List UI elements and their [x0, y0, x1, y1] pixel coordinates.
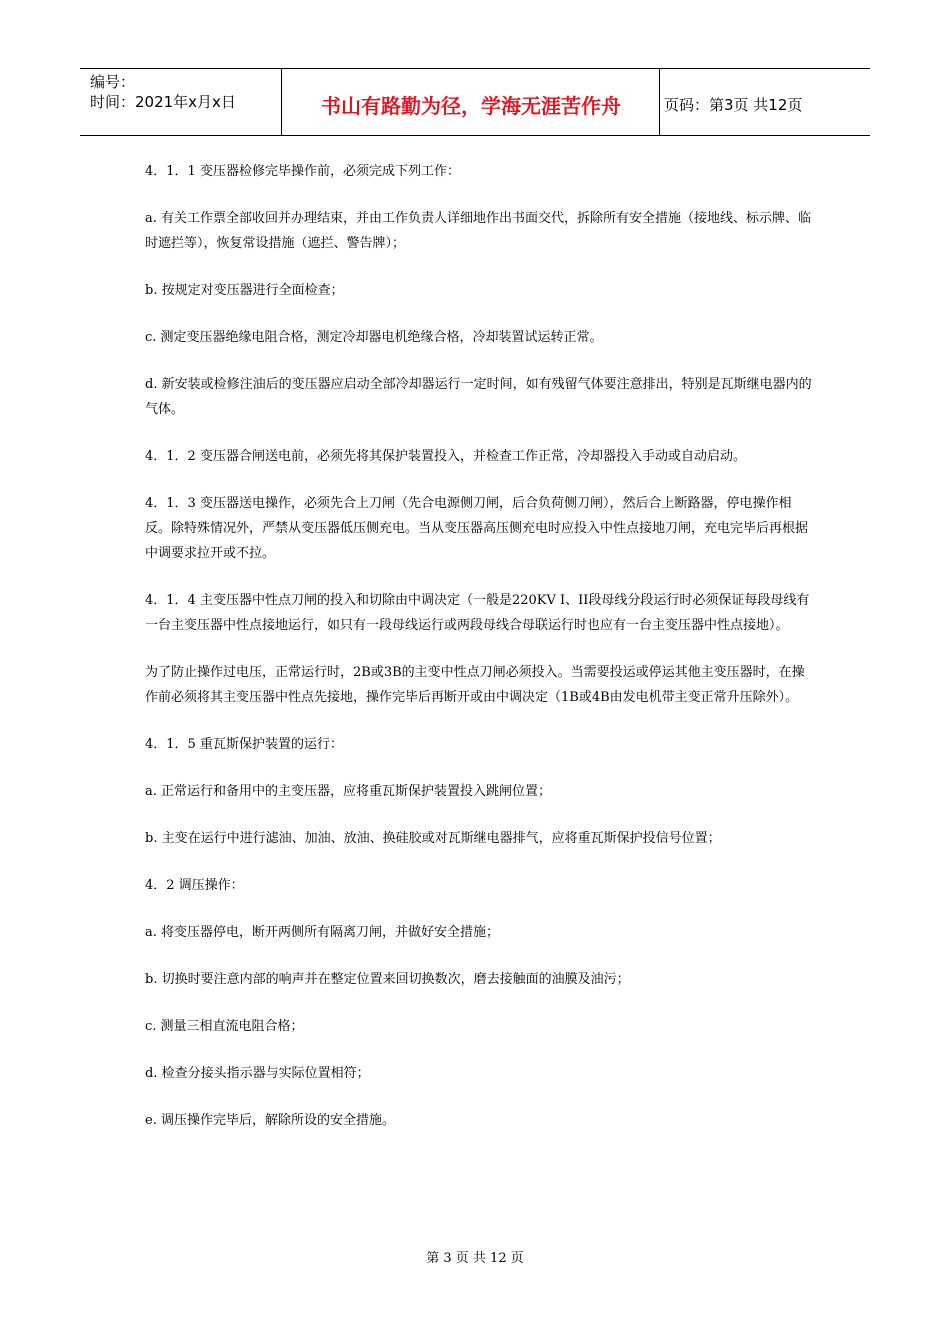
paragraph: a. 将变压器停电，断开两侧所有隔离刀闸，并做好安全措施；	[145, 925, 500, 940]
paragraph: b. 切换时要注意内部的响声并在整定位置来回切换数次，磨去接触面的油膜及油污；	[145, 972, 630, 987]
page-header	[80, 68, 870, 136]
document-body	[145, 159, 815, 1155]
paragraph: d. 检查分接头指示器与实际位置相符；	[145, 1066, 370, 1081]
paragraph: 4．1．5 重瓦斯保护装置的运行：	[145, 737, 343, 752]
paragraph: e. 调压操作完毕后，解除所设的安全措施。	[145, 1113, 395, 1128]
document-number-label: 编号：	[90, 73, 136, 91]
paragraph: 4．1．3 变压器送电操作，必须先合上刀闸（先合电源侧刀闸，后合负荷侧刀闸），然后合上断路器，停电操作相反。除特殊情况外，严禁从变压器低压侧充电。当从变压器高压侧充电时应投入中性点接地刀闸，充电完毕后再根据中调要求拉开或不拉。	[145, 496, 809, 561]
paragraph: 4．1．4 主变压器中性点刀闸的投入和切除由中调决定（一般是220KV I、II段母线分段运行时必须保证每段母线有一台主变压器中性点接地运行，如只有一段母线运行或两段母线合母联运行时也应有一台主变压器中性点接地）。	[145, 593, 810, 633]
paragraph: a. 正常运行和备用中的主变压器，应将重瓦斯保护装置投入跳闸位置；	[145, 784, 552, 799]
paragraph: c. 测定变压器绝缘电阻合格，测定冷却器电机绝缘合格，冷却装置试运转正常。	[145, 330, 603, 345]
paragraph: 4．1．1 变压器检修完毕操作前，必须完成下列工作：	[145, 164, 460, 179]
paragraph: 4．1．2 变压器合闸送电前，必须先将其保护装置投入，并检查工作正常，冷却器投入手动或自动启动。	[145, 449, 746, 464]
paragraph: a. 有关工作票全部收回并办理结束，并由工作负责人详细地作出书面交代，拆除所有安全措施（接地线、标示牌、临时遮拦等），恢复常设措施（遮拦、警告牌）；	[145, 211, 812, 251]
paragraph: 为了防止操作过电压，正常运行时，2B或3B的主变中性点刀闸必须投入。当需要投运或停运其他主变压器时，在操作前必须将其主变压器中性点先接地，操作完毕后再断开或由中调决定（1B或4B由发电机带主变正常升压除外）。	[145, 665, 805, 705]
paragraph: b. 主变在运行中进行滤油、加油、放油、换硅胶或对瓦斯继电器排气，应将重瓦斯保护投信号位置；	[145, 831, 721, 846]
document-time: 时间：2021年x月x日	[90, 93, 236, 111]
header-page-code: 页码：第3页 共12页	[664, 95, 803, 114]
page-footer: 第 3 页 共 12 页	[426, 1251, 524, 1266]
paragraph: d. 新安装或检修注油后的变压器应启动全部冷却器运行一定时间，如有残留气体要注意排出，特别是瓦斯继电器内的气体。	[145, 377, 812, 417]
header-motto: 书山有路勤为径，学海无涯苦作舟	[283, 69, 660, 135]
paragraph: 4．2 调压操作：	[145, 878, 244, 893]
paragraph: b. 按规定对变压器进行全面检查；	[145, 283, 344, 298]
header-meta	[80, 69, 282, 135]
paragraph: c. 测量三相直流电阻合格；	[145, 1019, 304, 1034]
